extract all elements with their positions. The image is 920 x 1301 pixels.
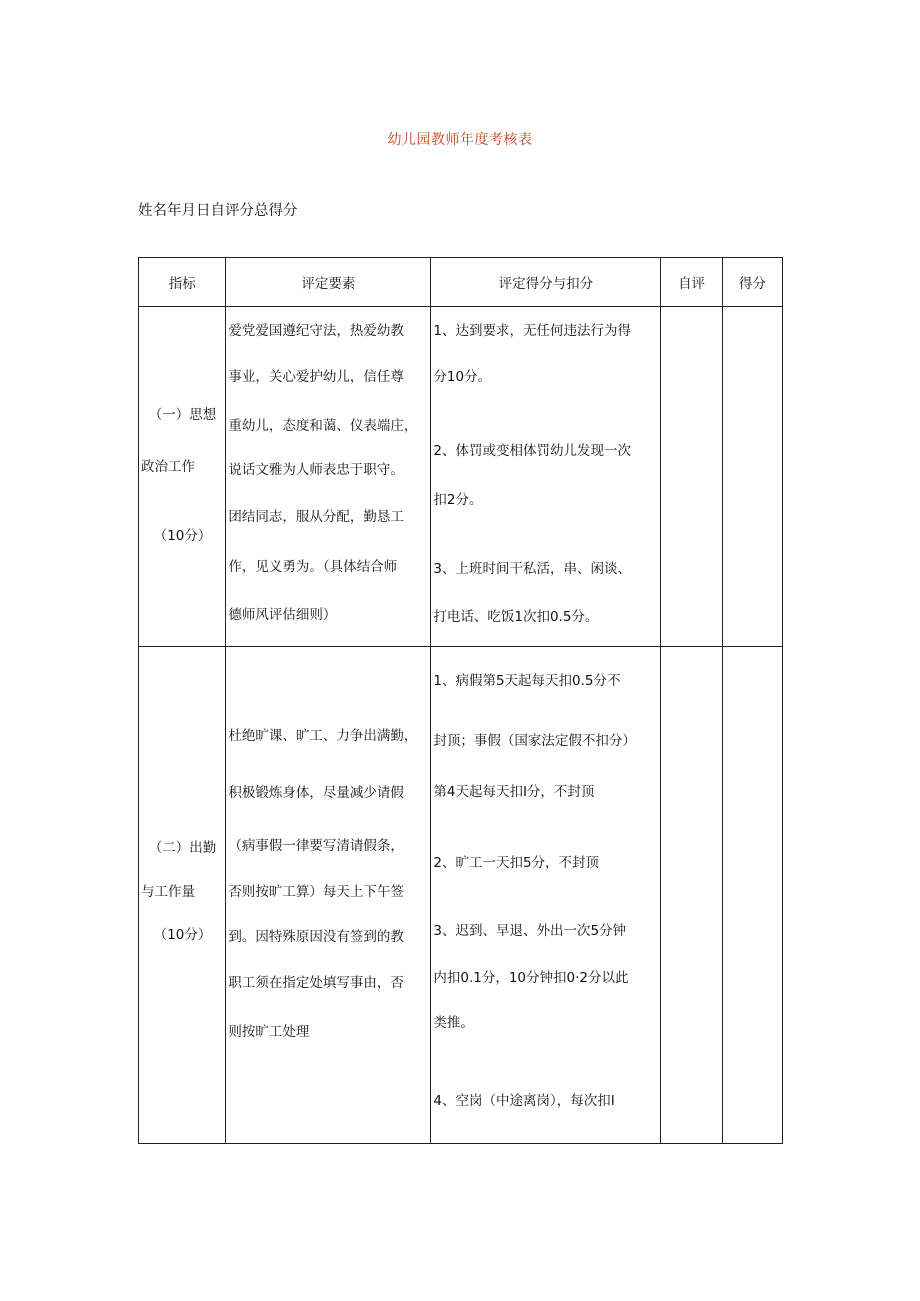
scoring-line: 3、上班时间干私活，串、闲谈、: [433, 561, 631, 577]
table-header-row: [139, 258, 783, 307]
element-line: 重幼儿，态度和蔼、仪表端庄，: [228, 418, 418, 434]
scoring-line: 3、迟到、早退、外出一次5分钟: [433, 923, 627, 939]
assessment-table: [138, 257, 783, 1144]
page-title: 幼儿园教师年度考核表: [387, 132, 533, 148]
scoring-line: 2、旷工一天扣5分，不封顶: [433, 855, 600, 871]
self-score-cell[interactable]: [661, 647, 722, 1144]
scoring-cell: [431, 307, 661, 647]
indicator-line: （二）出勤: [148, 840, 217, 856]
scoring-line: 第4天起每天扣I分，不封顶: [433, 784, 595, 800]
element-line: 爱党爱国遵纪守法，热爱幼教: [228, 323, 404, 339]
header-elements: 评定要素: [226, 258, 431, 307]
element-line: 否则按旷工算）每天上下午签: [228, 884, 404, 900]
indicator-cell: [139, 307, 226, 647]
header-scoring: 评定得分与扣分: [431, 258, 661, 307]
scoring-line: 1、达到要求，无任何违法行为得: [433, 323, 631, 339]
element-line: （病事假一律要写清请假条，: [228, 838, 404, 854]
scoring-cell: [431, 647, 661, 1144]
self-score-cell[interactable]: [661, 307, 722, 647]
indicator-cell: [139, 647, 226, 1144]
element-line: 德师风评估细则）: [228, 607, 337, 623]
element-line: 团结同志，服从分配，勤恳工: [228, 509, 404, 525]
header-indicator: 指标: [139, 258, 226, 307]
element-line: 则按旷工处理: [228, 1024, 310, 1040]
score-cell[interactable]: [722, 307, 782, 647]
scoring-line: 类推。: [433, 1015, 474, 1031]
element-line: 说话文雅为人师表忠于职守。: [228, 462, 404, 478]
info-line: 姓名年月日自评分总得分: [138, 203, 298, 219]
score-cell[interactable]: [722, 647, 782, 1144]
element-line: 到。因特殊原因没有签到的教: [228, 929, 404, 945]
scoring-line: 4、空岗（中途离岗），每次扣I: [433, 1093, 615, 1109]
element-line: 杜绝旷课、旷工、力争出满勤，: [228, 728, 418, 744]
header-self-score: 自评: [661, 258, 722, 307]
element-line: 职工须在指定处填写事由，否: [228, 975, 404, 991]
table-row: [139, 647, 783, 1144]
indicator-line: 与工作量: [141, 884, 195, 900]
indicator-line: （一）思想: [148, 407, 217, 423]
indicator-line: （10分）: [153, 927, 212, 943]
scoring-line: 打电话、吃饭1次扣0.5分。: [433, 609, 599, 625]
element-line: 事业，关心爱护幼儿，信任尊: [228, 369, 404, 385]
indicator-line: （10分）: [153, 528, 212, 544]
scoring-line: 2、体罚或变相体罚幼儿发现一次: [433, 443, 631, 459]
scoring-line: 内扣0.1分，10分钟扣0·2分以此: [433, 970, 629, 986]
scoring-line: 分10分。: [433, 369, 492, 385]
element-line: 作，见义勇为。（具体结合师: [228, 559, 398, 575]
indicator-line: 政治工作: [141, 459, 195, 475]
scoring-line: 1、病假第5天起每天扣0.5分不: [433, 673, 621, 689]
header-score: 得分: [722, 258, 782, 307]
elements-cell: [226, 647, 431, 1144]
elements-cell: [226, 307, 431, 647]
element-line: 积极锻炼身体，尽量减少请假: [228, 785, 404, 801]
table-row: [139, 307, 783, 647]
scoring-line: 扣2分。: [433, 492, 483, 508]
scoring-line: 封顶；事假（国家法定假不扣分）: [433, 733, 636, 749]
